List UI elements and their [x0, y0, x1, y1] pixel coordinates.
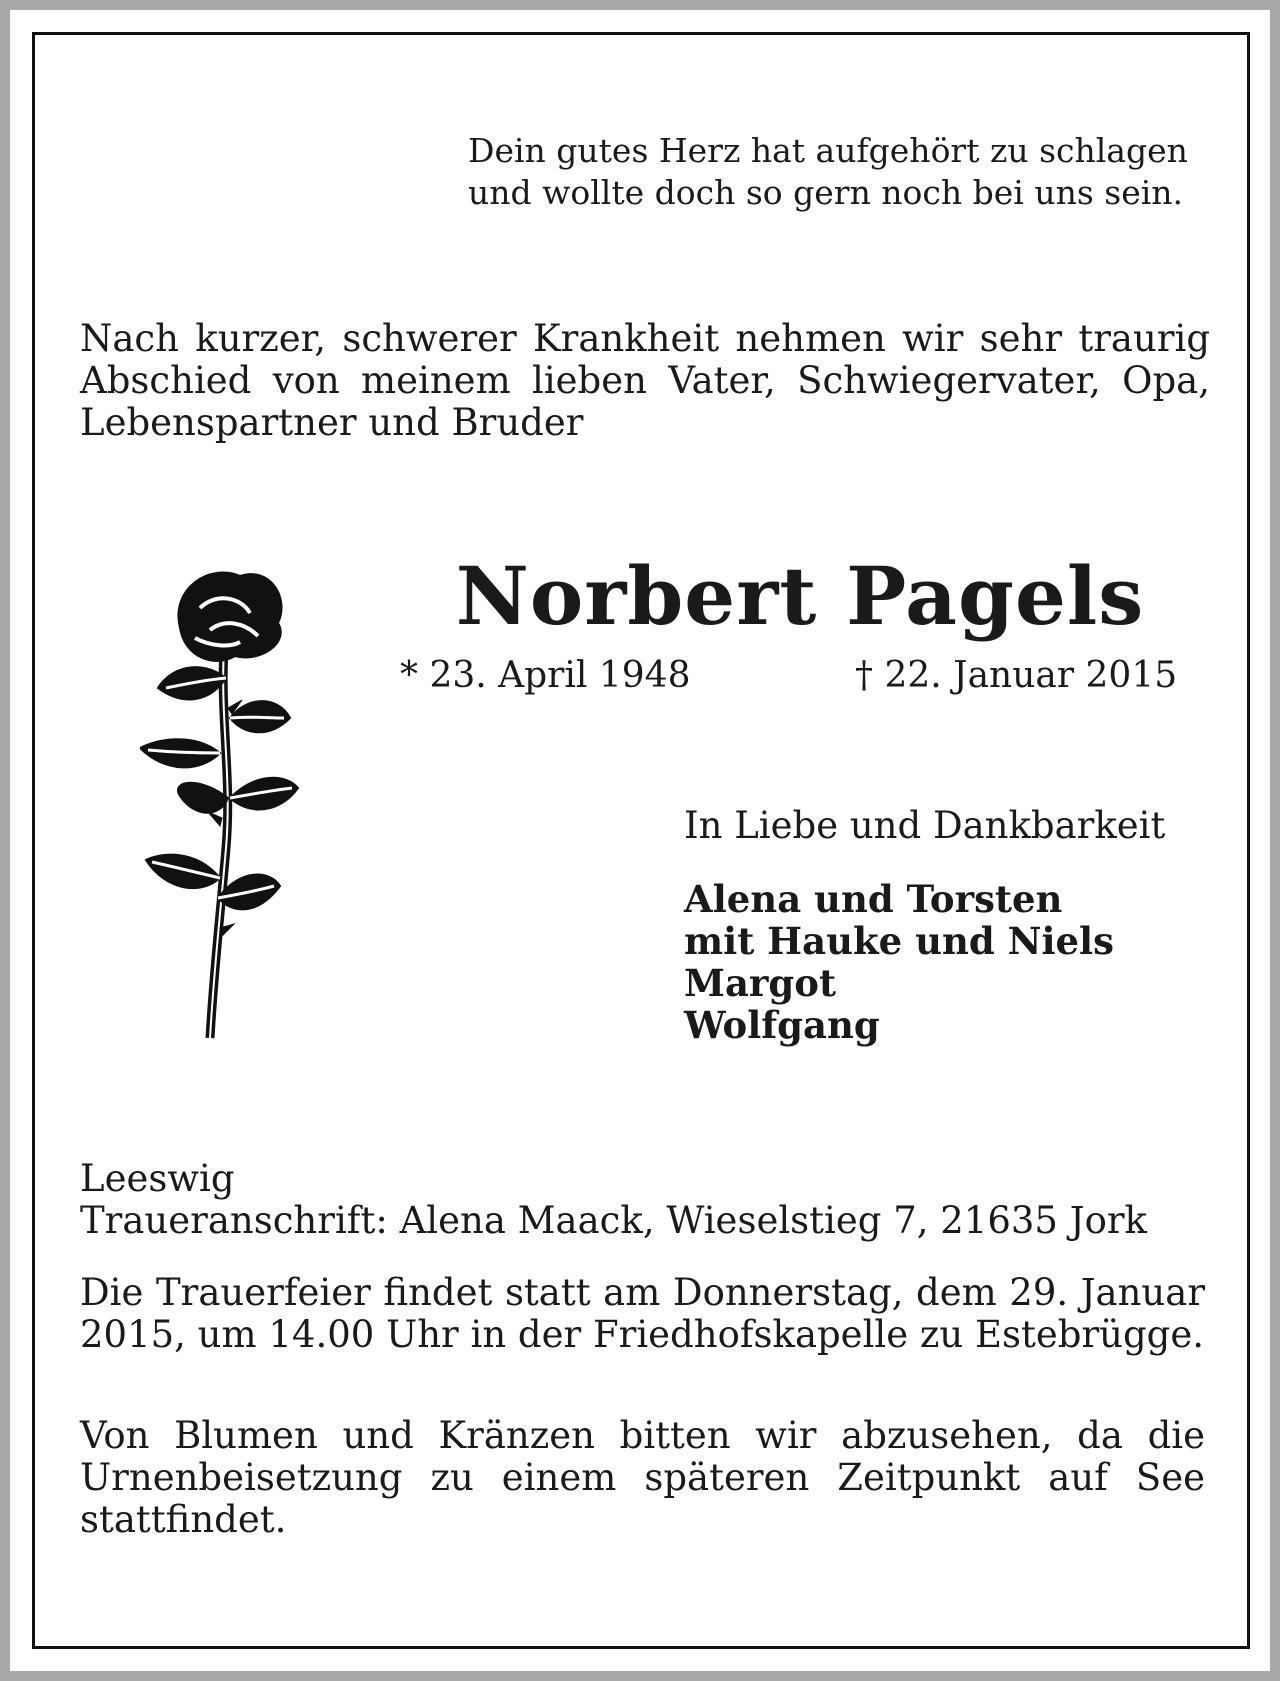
rose-icon: [140, 568, 310, 1046]
family-list: [684, 878, 1114, 1046]
motto: [468, 130, 1208, 214]
flowers-note: Von Blumen und Kränzen bitten wir abzusehen, da die Urnenbeisetzung zu einem späteren Zeitpunkt auf See stattfindet.: [80, 1414, 1205, 1541]
closing-phrase: In Liebe und Dankbarkeit: [684, 804, 1166, 847]
birth-date: * 23. April 1948: [400, 655, 691, 696]
ceremony-text: Die Trauerfeier findet statt am Donnerstag, dem 29. Januar 2015, um 14.00 Uhr in der Friedhofskapelle zu Estebrügge.: [80, 1271, 1205, 1356]
family-member: Wolfgang: [684, 1003, 880, 1047]
place-name: Leeswig: [80, 1157, 235, 1200]
address-block: [80, 1158, 1210, 1242]
family-member: Alena und Torsten: [684, 877, 1063, 921]
motto-line-2: und wollte doch so gern noch bei uns sein.: [468, 173, 1184, 212]
intro-text: Nach kurzer, schwerer Krankheit nehmen wir sehr traurig Abschied von meinem lieben Vater, Schwiegervater, Opa, Lebenspartner und Bruder: [80, 317, 1210, 444]
mourning-address: Traueranschrift: Alena Maack, Wieselstieg 7, 21635 Jork: [80, 1199, 1147, 1242]
death-date: † 22. Januar 2015: [855, 655, 1178, 696]
motto-line-1: Dein gutes Herz hat aufgehört zu schlagen: [468, 131, 1188, 170]
deceased-name: Norbert Pagels: [455, 549, 1145, 643]
family-member: mit Hauke und Niels: [684, 919, 1114, 963]
family-member: Margot: [684, 961, 837, 1005]
